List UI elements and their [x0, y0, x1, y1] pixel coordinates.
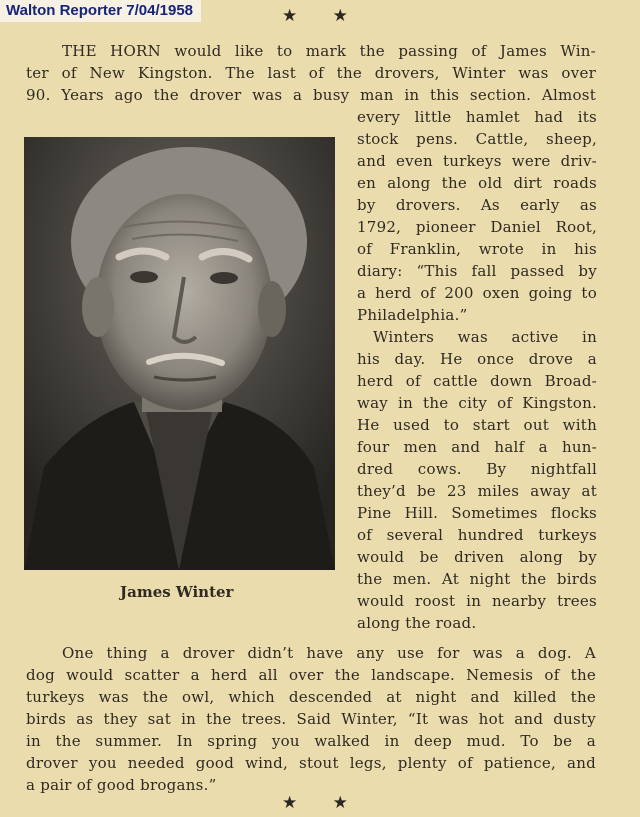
column-line: of Franklin, wrote in his — [357, 240, 597, 258]
column-line: along the road. — [357, 614, 477, 632]
source-label: Walton Reporter 7/04/1958 — [0, 0, 201, 22]
column-line: en along the old dirt roads — [357, 174, 597, 192]
column-line: would roost in nearby trees — [357, 592, 597, 610]
column-line: He used to start out with — [357, 416, 597, 434]
intro-line: 90. Years ago the drover was a busy man in this section. Almost — [26, 86, 596, 104]
column-line: 1792, pioneer Daniel Root, — [357, 218, 597, 236]
closing-line: birds as they sat in the trees. Said Winter, “It was hot and dusty — [26, 710, 596, 728]
column-line: way in the city of Kingston. — [357, 394, 597, 412]
closing-line: a pair of good brogans.” — [26, 776, 217, 794]
column-line: herd of cattle down Broad- — [357, 372, 597, 390]
closing-line: dog would scatter a herd all over the landscape. Nemesis of the — [26, 666, 596, 684]
column-line: would be driven along by — [357, 548, 597, 566]
closing-line: in the summer. In spring you walked in deep mud. To be a — [26, 732, 596, 750]
column-line: Pine Hill. Sometimes flocks — [357, 504, 597, 522]
closing-line: drover you needed good wind, stout legs, plenty of patience, and — [26, 754, 596, 772]
closing-line: turkeys was the owl, which descended at night and killed the — [26, 688, 596, 706]
column-line: every little hamlet had its — [357, 108, 597, 126]
column-line: by drovers. As early as — [357, 196, 597, 214]
column-line: stock pens. Cattle, sheep, — [357, 130, 597, 148]
column-line: and even turkeys were driv- — [357, 152, 597, 170]
column-line: Philadelphia.” — [357, 306, 468, 324]
column-line: his day. He once drove a — [357, 350, 597, 368]
column-line: they’d be 23 miles away at — [357, 482, 597, 500]
column-line: Winters was active in — [373, 328, 597, 346]
portrait-photo — [24, 137, 335, 570]
intro-line: ter of New Kingston. The last of the drovers, Winter was over — [26, 64, 596, 82]
closing-line: One thing a drover didn’t have any use for was a dog. A — [62, 644, 596, 662]
star-ornament-bottom: ★ ★ — [282, 793, 363, 813]
column-line: of several hundred turkeys — [357, 526, 597, 544]
intro-line: THE HORN would like to mark the passing of James Win- — [62, 42, 596, 60]
column-line: dred cows. By nightfall — [357, 460, 597, 478]
column-line: diary: “This fall passed by — [357, 262, 597, 280]
portrait-image — [24, 137, 335, 570]
photo-caption: James Winter — [120, 583, 234, 601]
column-line: the men. At night the birds — [357, 570, 597, 588]
column-line: four men and half a hun- — [357, 438, 597, 456]
column-line: a herd of 200 oxen going to — [357, 284, 597, 302]
star-ornament-top: ★ ★ — [282, 6, 363, 26]
